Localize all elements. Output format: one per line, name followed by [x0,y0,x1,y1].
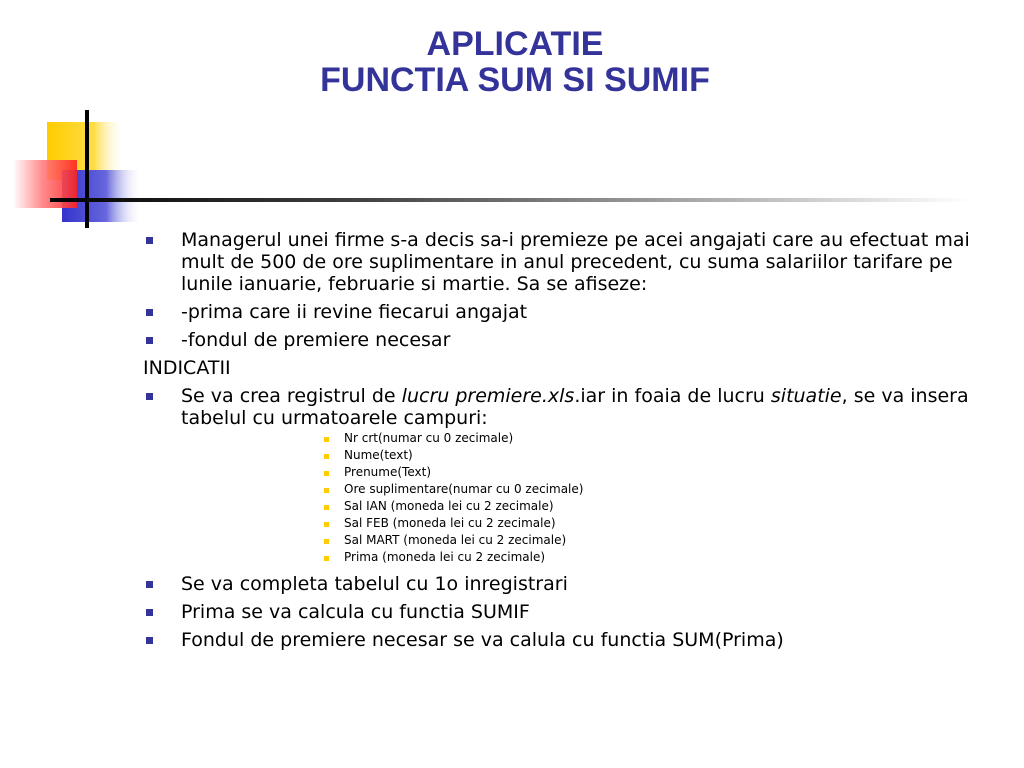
fields-list [143,430,983,566]
bullet-calcul-fond [143,629,983,651]
square-bullet-icon [146,309,153,316]
title-line-1: APLICATIE [426,25,604,63]
registru-text-1: Se va crea registrul de [181,385,402,407]
slide-title [210,26,820,98]
bullet-fondul [143,329,983,351]
deco-horizontal-line [50,198,970,202]
square-bullet-icon [146,237,153,244]
square-bullet-icon [146,393,153,400]
bullet-prima [143,301,983,323]
list-item: Ore suplimentare(numar cu 0 zecimale) [321,481,983,498]
square-bullet-icon [146,637,153,644]
list-item: Nr crt(numar cu 0 zecimale) [321,430,983,447]
bullet-intro [143,229,983,295]
yellow-bullet-icon [324,454,329,459]
square-bullet-icon [146,609,153,616]
yellow-bullet-icon [324,539,329,544]
intro-text: Managerul unei firme s-a decis sa-i premieze pe acei angajati care au efectuat mai mult de 500 de ore suplimentare in anul precedent, cu suma salariilor tarifare pe lunile ianuarie, februarie si martie. Sa se afiseze: [181,229,970,295]
bullet-calcul-prima [143,601,983,623]
fondul-text: -fondul de premiere necesar [181,329,451,351]
yellow-bullet-icon [324,471,329,476]
deco-vertical-line [85,110,89,228]
prima-text: -prima care ii revine fiecarui angajat [181,301,528,323]
bullet-registru [143,385,983,429]
list-item: Sal MART (moneda lei cu 2 zecimale) [321,532,983,549]
indicatii-heading: INDICATII [143,357,231,379]
yellow-bullet-icon [324,437,329,442]
list-item: Sal FEB (moneda lei cu 2 zecimale) [321,515,983,532]
list-item: Prima (moneda lei cu 2 zecimale) [321,549,983,566]
calcul-prima-text: Prima se va calcula cu functia SUMIF [181,601,530,623]
square-bullet-icon [146,337,153,344]
yellow-bullet-icon [324,488,329,493]
list-item: Sal IAN (moneda lei cu 2 zecimale) [321,498,983,515]
registru-text-2: .iar in foaia de lucru [574,385,771,407]
slide-body [143,229,983,651]
yellow-bullet-icon [324,505,329,510]
registru-file: lucru premiere.xls [401,385,575,407]
registru-sheet: situatie [770,385,842,407]
calcul-fond-text: Fondul de premiere necesar se va calula cu functia SUM(Prima) [181,629,784,651]
completa-text: Se va completa tabelul cu 1o inregistrari [181,573,568,595]
yellow-bullet-icon [324,556,329,561]
list-item: Nume(text) [321,447,983,464]
bullet-completa [143,573,983,595]
title-line-2: FUNCTIA SUM SI SUMIF [320,61,710,99]
square-bullet-icon [146,581,153,588]
registru-text-3: , se va insera tabelul cu urmatoarele campuri: [181,385,969,429]
yellow-bullet-icon [324,522,329,527]
list-item: Prenume(Text) [321,464,983,481]
